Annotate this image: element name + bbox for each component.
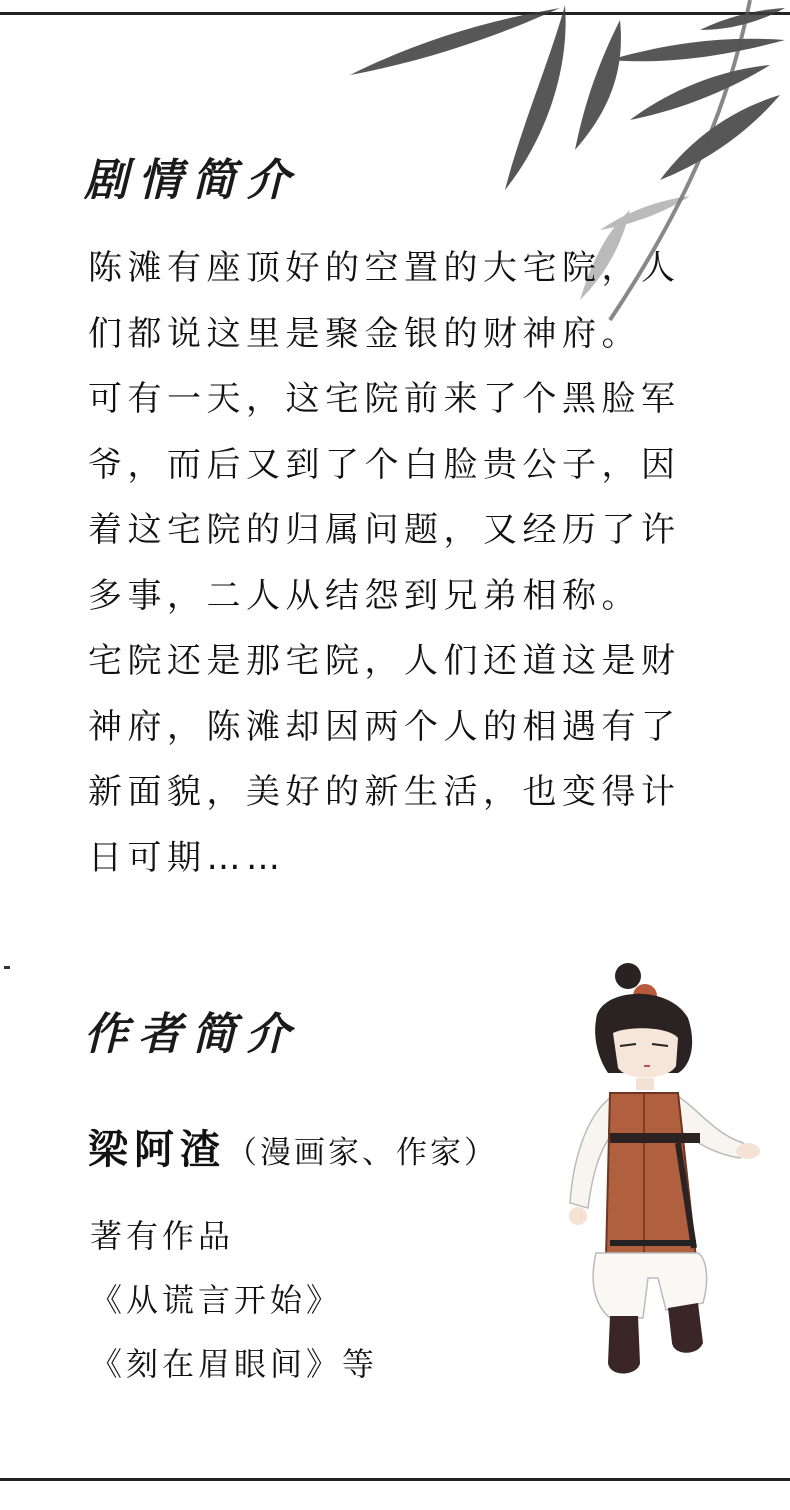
author-role: （漫画家、作家）: [226, 1135, 498, 1171]
work-title: 《从谎言开始》: [90, 1281, 343, 1319]
work-title: 《刻在眉眼间》等: [90, 1345, 379, 1383]
plot-paragraph: 可有一天，这宅院前来了个黑脸军爷，而后又到了个白脸贵公子，因着这宅院的归属问题，又经历了许多事，二人从结怨到兄弟相称。: [88, 379, 681, 616]
author-name: 梁阿渣: [88, 1126, 226, 1173]
plot-summary-heading: 剧情简介: [84, 155, 300, 206]
works-intro: 著有作品: [90, 1217, 235, 1255]
author-line: [88, 1118, 498, 1175]
plot-paragraph: 陈滩有座顶好的空置的大宅院，人们都说这里是聚金银的财神府。: [88, 248, 681, 354]
edge-mark: [4, 966, 10, 969]
author-intro-heading: 作者简介: [84, 1009, 300, 1060]
character-illustration: [548, 958, 766, 1390]
works-list: [90, 1204, 378, 1396]
plot-paragraph: 宅院还是那宅院，人们还道这是财神府，陈滩却因两个人的相遇有了新面貌，美好的新生活，也变得计日可期……: [88, 641, 681, 878]
plot-summary-text: [88, 236, 718, 891]
bottom-border-rule: [0, 1478, 790, 1481]
